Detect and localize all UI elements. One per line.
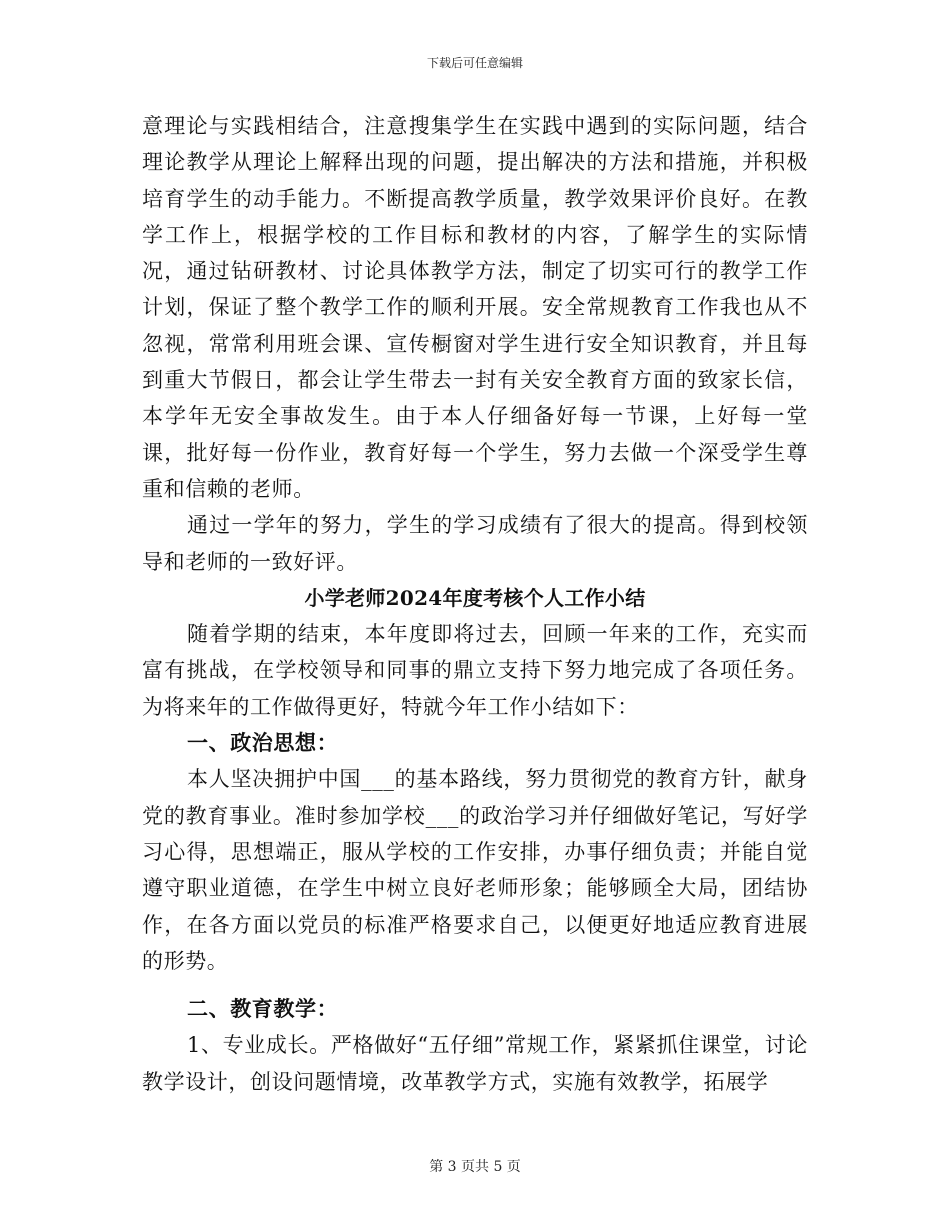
paragraph-teaching: 1、专业成长。严格做好“五仔细”常规工作，紧紧抓住课堂，讨论教学设计，创设问题情境，改革教学方式，实施有效教学，拓展学 bbox=[142, 1033, 808, 1094]
paragraph-politics: 本人坚决拥护中国___的基本路线，努力贯彻党的教育方针，献身党的教育事业。准时参加学校___的政治学习并仔细做好笔记，写好学习心得，思想端正，服从学校的工作安排，办事仔细负责；并能自觉遵守职业道德，在学生中树立良好老师形象；能够顾全大局，团结协作，在各方面以党员的标准严格要求自己，以便更好地适应教育进展的形势。 bbox=[142, 767, 808, 973]
paragraph-result: 通过一学年的努力，学生的学习成绩有了很大的提高。得到校领导和老师的一致好评。 bbox=[142, 513, 808, 574]
paragraph-continuation: 意理论与实践相结合，注意搜集学生在实践中遇到的实际问题，结合理论教学从理论上解释出现的问题，提出解决的方法和措施，并积极培育学生的动手能力。不断提高教学质量，教学效果评价良好。在教学工作上，根据学校的工作目标和教材的内容，了解学生的实际情况，通过钻研教材、讨论具体教学方法，制定了切实可行的教学工作计划，保证了整个教学工作的顺利开展。安全常规教育工作我也从不忽视，常常利用班会课、宣传橱窗对学生进行安全知识教育，并且每到重大节假日，都会让学生带去一封有关安全教育方面的致家长信，本学年无安全事故发生。由于本人仔细备好每一节课，上好每一堂课，批好每一份作业，教育好每一个学生，努力去做一个深受学生尊重和信赖的老师。 bbox=[142, 114, 808, 501]
heading-politics: 一、政治思想： bbox=[187, 730, 339, 756]
paragraph-intro: 随着学期的结束，本年度即将过去，回顾一年来的工作，充实而富有挑战，在学校领导和同事的鼎立支持下努力地完成了各项任务。为将来年的工作做得更好，特就今年工作小结如下： bbox=[142, 622, 808, 719]
section-title: 小学老师2024年度考核个人工作小结 bbox=[304, 585, 646, 610]
page-header: 下载后可任意编辑 bbox=[426, 56, 523, 70]
document-body bbox=[142, 108, 808, 1100]
page-number: 第 3 页共 5 页 bbox=[429, 1159, 521, 1175]
heading-teaching: 二、教育教学： bbox=[187, 996, 339, 1022]
